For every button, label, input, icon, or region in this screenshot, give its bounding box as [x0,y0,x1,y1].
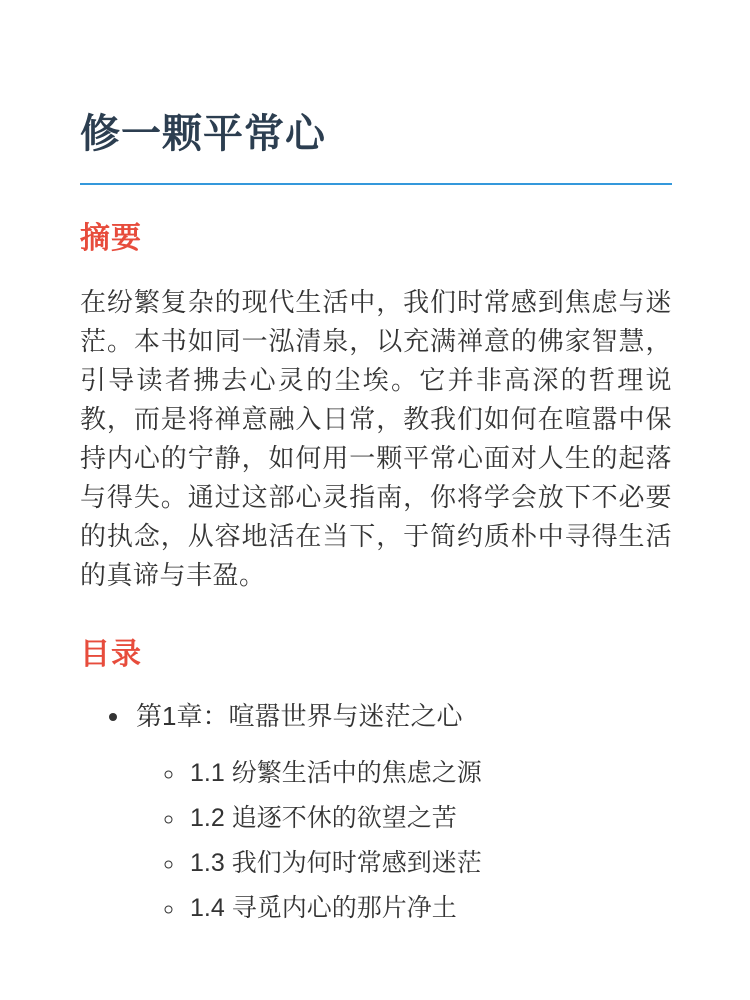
toc-section-item [186,758,672,789]
toc-section-label: 1.1 纷繁生活中的焦虑之源 [190,759,482,787]
summary-heading: 摘要 [80,222,142,255]
toc-section-label: 1.3 我们为何时常感到迷茫 [190,849,482,877]
page-title: 修一颗平常心 [80,112,326,156]
toc-section-label: 1.2 追逐不休的欲望之苦 [190,804,457,832]
toc-list [80,701,672,924]
toc-section-label: 1.4 寻觅内心的那片净土 [190,894,457,922]
toc-section-item [186,848,672,879]
toc-section-item [186,803,672,834]
summary-paragraph: 在纷繁复杂的现代生活中，我们时常感到焦虑与迷茫。本书如同一泓清泉，以充满禅意的佛家智慧，引导读者拂去心灵的尘埃。它并非高深的哲理说教，而是将禅意融入日常，教我们如何在喧嚣中保持内心的宁静，如何用一颗平常心面对人生的起落与得失。通过这部心灵指南，你将学会放下不必要的执念，从容地活在当下，于简约质朴中寻得生活的真谛与丰盈。 [80,287,672,590]
title-divider [80,183,672,185]
toc-heading: 目录 [80,638,142,671]
toc-section-item [186,893,672,924]
toc-sublist [136,758,672,924]
toc-chapter-item [132,701,672,924]
toc-chapter-label: 第1章：喧嚣世界与迷茫之心 [136,701,463,731]
